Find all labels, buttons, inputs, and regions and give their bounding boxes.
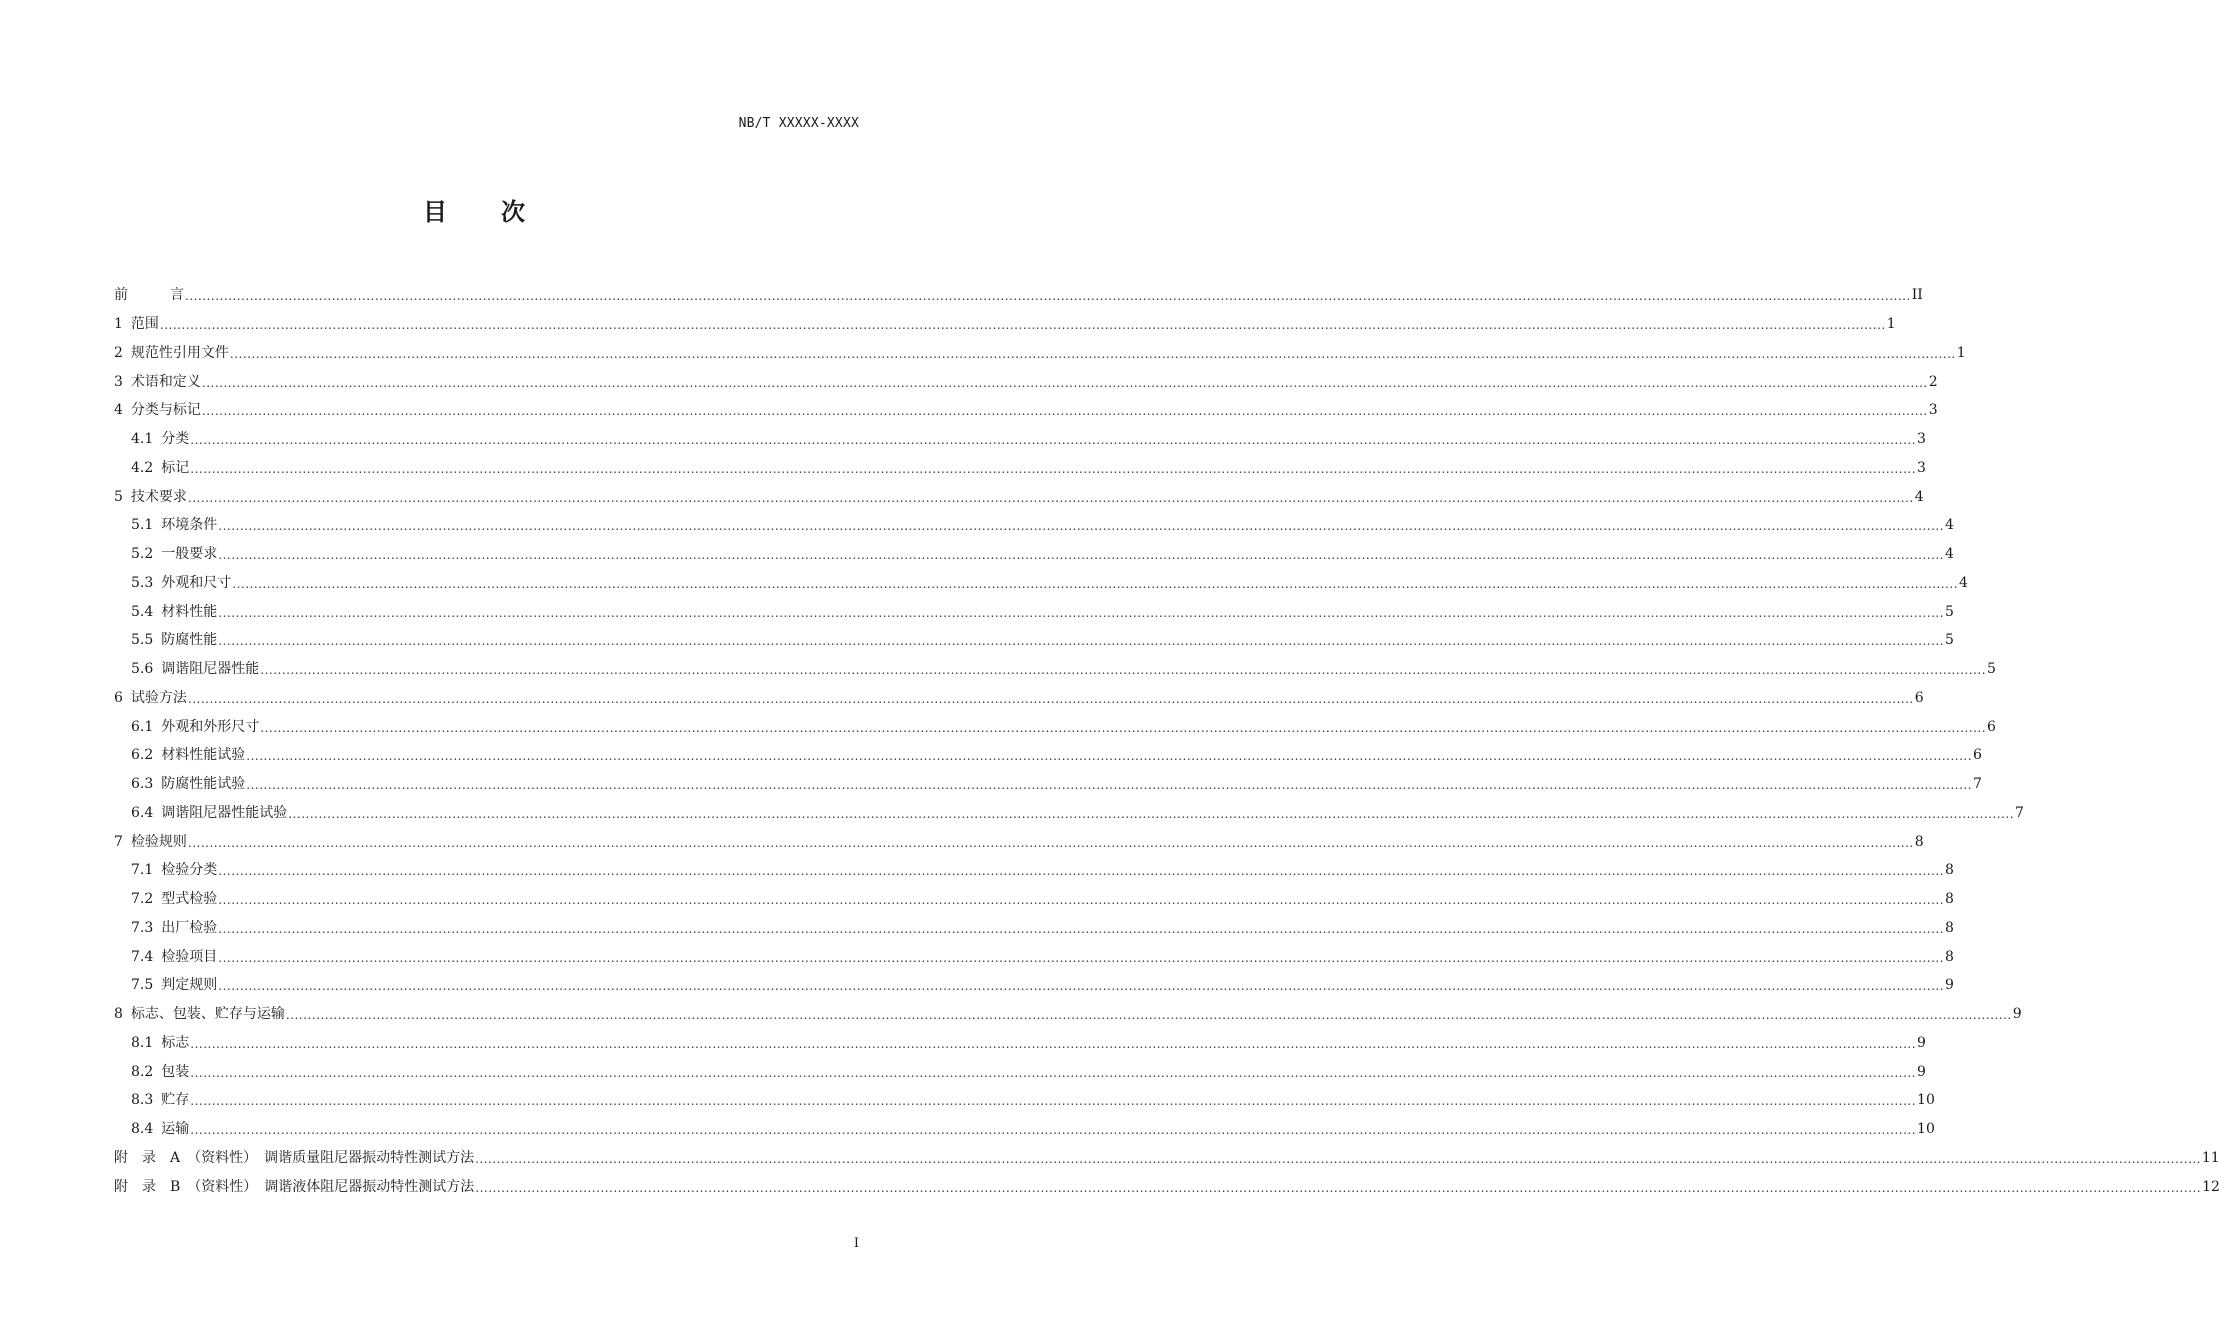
toc-entry-label: 外观和尺寸 bbox=[161, 574, 232, 591]
toc-entry-title bbox=[114, 315, 159, 333]
toc-entry-page: 1 bbox=[1956, 344, 1966, 361]
toc-entry[interactable] bbox=[114, 482, 1924, 511]
dot-leader: ................................................................................................................................................................................................................................................................................................................................................................................................................ bbox=[260, 663, 1987, 678]
toc-entry-label: 型式检验 bbox=[161, 891, 218, 908]
toc-entry-title bbox=[131, 804, 287, 822]
toc-entry-label: 分类与标记 bbox=[130, 402, 201, 419]
toc-entry[interactable] bbox=[114, 367, 1938, 396]
toc-entry-label: 一般要求 bbox=[161, 546, 218, 563]
toc-entry-number: 2 bbox=[114, 344, 123, 361]
toc-entry-title bbox=[131, 516, 217, 534]
dot-leader: ................................................................................................................................................................................................................................................................................................................................................................................................................ bbox=[190, 1094, 1917, 1109]
toc-entry[interactable] bbox=[114, 1144, 2220, 1173]
dot-leader: ................................................................................................................................................................................................................................................................................................................................................................................................................ bbox=[246, 778, 1973, 793]
toc-entry-label: 范围 bbox=[130, 316, 159, 333]
dot-leader: ................................................................................................................................................................................................................................................................................................................................................................................................................ bbox=[218, 519, 1945, 534]
dot-leader: ................................................................................................................................................................................................................................................................................................................................................................................................................ bbox=[218, 950, 1945, 965]
toc-entry[interactable] bbox=[114, 1086, 1935, 1115]
toc-entry-number: 7.2 bbox=[131, 891, 154, 908]
toc-entry-title bbox=[131, 861, 217, 879]
toc-entry[interactable] bbox=[114, 511, 1954, 540]
toc-entry[interactable] bbox=[114, 626, 1954, 655]
toc-entry-label: 外观和外形尺寸 bbox=[161, 718, 260, 735]
toc-entry-number: 5.4 bbox=[131, 603, 154, 620]
toc-entry-label: 出厂检验 bbox=[161, 919, 218, 936]
toc-entry-label: 分类 bbox=[161, 431, 190, 448]
dot-leader: ................................................................................................................................................................................................................................................................................................................................................................................................................ bbox=[190, 1123, 1917, 1138]
toc-entry-page: 3 bbox=[1917, 431, 1926, 448]
toc-entry[interactable] bbox=[114, 1172, 2220, 1201]
toc-entry-number: 8 bbox=[114, 1006, 123, 1023]
dot-leader: ................................................................................................................................................................................................................................................................................................................................................................................................................ bbox=[218, 893, 1945, 908]
dot-leader: ................................................................................................................................................................................................................................................................................................................................................................................................................ bbox=[232, 576, 1959, 591]
toc-entry-number: 5.5 bbox=[131, 632, 154, 649]
toc-entry-label: 检验项目 bbox=[161, 948, 218, 965]
toc-entry-number: 3 bbox=[114, 373, 123, 390]
toc-entry-page: 8 bbox=[1945, 948, 1954, 965]
dot-leader: ................................................................................................................................................................................................................................................................................................................................................................................................................ bbox=[218, 921, 1945, 936]
dot-leader: ................................................................................................................................................................................................................................................................................................................................................................................................................ bbox=[159, 318, 1886, 333]
toc-entry-label: 包装 bbox=[161, 1063, 190, 1080]
dot-leader: ................................................................................................................................................................................................................................................................................................................................................................................................................ bbox=[218, 979, 1945, 994]
toc-entry-title bbox=[131, 430, 189, 448]
toc-entry-number: 7.1 bbox=[131, 862, 154, 879]
toc-entry[interactable] bbox=[114, 971, 1954, 1000]
toc-entry-title bbox=[131, 459, 189, 477]
toc-entry-label: 附 录 A （资料性） 调谐质量阻尼器振动特性测试方法 bbox=[114, 1149, 475, 1166]
toc-entry-page: 5 bbox=[1987, 661, 1996, 678]
table-of-contents bbox=[114, 281, 2220, 1201]
toc-entry-page: 4 bbox=[1945, 546, 1954, 563]
toc-entry-title bbox=[131, 660, 259, 678]
toc-entry-label: 试验方法 bbox=[130, 689, 187, 706]
toc-entry-number: 4.1 bbox=[131, 431, 154, 448]
toc-entry-title bbox=[131, 1034, 189, 1052]
dot-leader: ................................................................................................................................................................................................................................................................................................................................................................................................................ bbox=[190, 1036, 1917, 1051]
toc-entry-label: 判定规则 bbox=[161, 977, 218, 994]
toc-entry-page: 7 bbox=[2015, 804, 2024, 821]
toc-entry[interactable] bbox=[114, 569, 1968, 598]
toc-entry-page: 6 bbox=[1987, 718, 1996, 735]
toc-entry-page: 12 bbox=[2202, 1178, 2220, 1195]
toc-entry-title bbox=[114, 689, 187, 707]
toc-entry-page: 8 bbox=[1945, 862, 1954, 879]
toc-entry-number: 5.6 bbox=[131, 661, 154, 678]
dot-leader: ................................................................................................................................................................................................................................................................................................................................................................................................................ bbox=[187, 490, 1914, 505]
dot-leader: ................................................................................................................................................................................................................................................................................................................................................................................................................ bbox=[218, 605, 1945, 620]
toc-entry[interactable] bbox=[114, 281, 1923, 310]
toc-entry[interactable] bbox=[114, 885, 1954, 914]
toc-entry-page: 2 bbox=[1928, 373, 1938, 390]
toc-entry-title bbox=[131, 545, 217, 563]
toc-entry-number: 6.2 bbox=[131, 747, 154, 764]
page-title: 目 次 bbox=[423, 198, 527, 226]
toc-entry-label: 标记 bbox=[161, 459, 190, 476]
toc-entry-page: 5 bbox=[1945, 632, 1954, 649]
toc-entry-page: 10 bbox=[1917, 1121, 1935, 1138]
toc-entry-label: 检验分类 bbox=[161, 862, 218, 879]
toc-entry-page: 4 bbox=[1945, 517, 1954, 534]
toc-entry-label: 调谐阻尼器性能 bbox=[161, 661, 260, 678]
toc-entry-number: 7.3 bbox=[131, 919, 154, 936]
toc-entry-label: 术语和定义 bbox=[130, 373, 201, 390]
dot-leader: ................................................................................................................................................................................................................................................................................................................................................................................................................ bbox=[190, 1065, 1917, 1080]
toc-entry[interactable] bbox=[114, 597, 1954, 626]
toc-entry-title bbox=[114, 1005, 285, 1023]
toc-entry-page: 10 bbox=[1917, 1092, 1935, 1109]
toc-entry-page: 3 bbox=[1928, 402, 1938, 419]
toc-entry-title bbox=[114, 373, 201, 391]
toc-entry-page: 4 bbox=[1914, 488, 1924, 505]
toc-entry-page: 8 bbox=[1914, 833, 1924, 850]
toc-entry-label: 技术要求 bbox=[130, 488, 187, 505]
toc-entry[interactable] bbox=[114, 914, 1954, 943]
toc-entry-label: 前 言 bbox=[114, 287, 184, 304]
dot-leader: ................................................................................................................................................................................................................................................................................................................................................................................................................ bbox=[229, 346, 1956, 361]
toc-entry-number: 8.1 bbox=[131, 1034, 154, 1051]
toc-entry-title bbox=[131, 1063, 189, 1081]
toc-entry-title bbox=[131, 948, 217, 966]
toc-entry[interactable] bbox=[114, 540, 1954, 569]
toc-entry-title bbox=[131, 1120, 189, 1138]
toc-entry[interactable] bbox=[114, 310, 1896, 339]
toc-entry-page: 3 bbox=[1917, 459, 1926, 476]
toc-entry-title bbox=[131, 574, 231, 592]
toc-entry-title bbox=[131, 746, 245, 764]
toc-entry-label: 材料性能 bbox=[161, 603, 218, 620]
toc-entry-label: 材料性能试验 bbox=[161, 747, 246, 764]
toc-entry-title bbox=[114, 401, 201, 419]
toc-entry[interactable] bbox=[114, 1029, 1926, 1058]
toc-entry-page: 6 bbox=[1973, 747, 1982, 764]
toc-entry-page: 9 bbox=[2012, 1006, 2022, 1023]
toc-entry-page: 8 bbox=[1945, 891, 1954, 908]
dot-leader: ................................................................................................................................................................................................................................................................................................................................................................................................................ bbox=[218, 864, 1945, 879]
toc-entry-number: 4.2 bbox=[131, 459, 154, 476]
dot-leader: ................................................................................................................................................................................................................................................................................................................................................................................................................ bbox=[201, 404, 1928, 419]
toc-entry-title bbox=[131, 890, 217, 908]
toc-entry[interactable] bbox=[114, 425, 1926, 454]
toc-entry-number: 5.1 bbox=[131, 517, 154, 534]
toc-entry-page: 9 bbox=[1917, 1063, 1926, 1080]
toc-entry[interactable] bbox=[114, 684, 1924, 713]
toc-entry-number: 7.5 bbox=[131, 977, 154, 994]
toc-entry[interactable] bbox=[114, 1057, 1926, 1086]
toc-entry[interactable] bbox=[114, 827, 1924, 856]
toc-entry-title bbox=[114, 286, 184, 304]
toc-entry-title bbox=[131, 603, 217, 621]
toc-entry-title bbox=[114, 344, 229, 362]
toc-entry-page: 5 bbox=[1945, 603, 1954, 620]
dot-leader: ................................................................................................................................................................................................................................................................................................................................................................................................................ bbox=[260, 720, 1987, 735]
toc-entry[interactable] bbox=[114, 454, 1926, 483]
toc-entry-number: 6.4 bbox=[131, 804, 154, 821]
standard-code: NB/T XXXXX-XXXX bbox=[738, 116, 859, 131]
toc-entry-number: 6.3 bbox=[131, 776, 154, 793]
dot-leader: ................................................................................................................................................................................................................................................................................................................................................................................................................ bbox=[246, 749, 1973, 764]
toc-entry-page: 4 bbox=[1959, 574, 1968, 591]
toc-entry-label: 规范性引用文件 bbox=[130, 344, 229, 361]
toc-entry-number: 6.1 bbox=[131, 718, 154, 735]
toc-entry-title bbox=[114, 1178, 474, 1196]
toc-entry-page: 6 bbox=[1914, 689, 1924, 706]
dot-leader: ................................................................................................................................................................................................................................................................................................................................................................................................................ bbox=[185, 289, 1911, 304]
toc-entry-number: 5 bbox=[114, 488, 123, 505]
toc-entry[interactable] bbox=[114, 770, 1982, 799]
toc-entry-label: 贮存 bbox=[161, 1092, 190, 1109]
toc-entry[interactable] bbox=[114, 1115, 1935, 1144]
dot-leader: ................................................................................................................................................................................................................................................................................................................................................................................................................ bbox=[218, 548, 1945, 563]
toc-entry-number: 1 bbox=[114, 316, 123, 333]
toc-entry-number: 4 bbox=[114, 402, 123, 419]
toc-entry-label: 防腐性能试验 bbox=[161, 776, 246, 793]
toc-entry-number: 8.4 bbox=[131, 1121, 154, 1138]
dot-leader: ................................................................................................................................................................................................................................................................................................................................................................................................................ bbox=[187, 691, 1914, 706]
toc-entry-title bbox=[131, 718, 259, 736]
toc-entry-page: 11 bbox=[2201, 1149, 2220, 1166]
toc-entry-number: 7 bbox=[114, 833, 123, 850]
toc-entry[interactable] bbox=[114, 856, 1954, 885]
dot-leader: ................................................................................................................................................................................................................................................................................................................................................................................................................ bbox=[201, 375, 1928, 390]
toc-entry-number: 5.3 bbox=[131, 574, 154, 591]
toc-entry-number: 6 bbox=[114, 689, 123, 706]
dot-leader: ................................................................................................................................................................................................................................................................................................................................................................................................................ bbox=[475, 1180, 2202, 1195]
dot-leader: ................................................................................................................................................................................................................................................................................................................................................................................................................ bbox=[288, 806, 2015, 821]
dot-leader: ................................................................................................................................................................................................................................................................................................................................................................................................................ bbox=[285, 1008, 2012, 1023]
toc-entry-label: 标志、包装、贮存与运输 bbox=[130, 1006, 285, 1023]
toc-entry-title bbox=[131, 976, 217, 994]
toc-entry-title bbox=[131, 1091, 189, 1109]
toc-entry-label: 运输 bbox=[161, 1121, 190, 1138]
toc-entry-page: 8 bbox=[1945, 919, 1954, 936]
toc-entry-page: 9 bbox=[1945, 977, 1954, 994]
toc-entry-label: 防腐性能 bbox=[161, 632, 218, 649]
toc-entry-title bbox=[131, 775, 245, 793]
toc-entry[interactable] bbox=[114, 1000, 2022, 1029]
dot-leader: ................................................................................................................................................................................................................................................................................................................................................................................................................ bbox=[190, 433, 1917, 448]
toc-entry[interactable] bbox=[114, 655, 1996, 684]
toc-entry-label: 标志 bbox=[161, 1034, 190, 1051]
toc-entry-number: 8.2 bbox=[131, 1063, 154, 1080]
toc-entry-label: 附 录 B （资料性） 调谐液体阻尼器振动特性测试方法 bbox=[114, 1178, 475, 1195]
dot-leader: ................................................................................................................................................................................................................................................................................................................................................................................................................ bbox=[190, 461, 1917, 476]
toc-entry[interactable] bbox=[114, 799, 2024, 828]
toc-entry-title bbox=[114, 1149, 474, 1167]
page-number: I bbox=[853, 1236, 859, 1251]
toc-entry-number: 8.3 bbox=[131, 1092, 154, 1109]
toc-entry-title bbox=[114, 833, 187, 851]
toc-entry[interactable] bbox=[114, 942, 1954, 971]
toc-entry-label: 调谐阻尼器性能试验 bbox=[161, 804, 288, 821]
toc-entry-number: 5.2 bbox=[131, 546, 154, 563]
toc-entry-page: 7 bbox=[1973, 776, 1982, 793]
dot-leader: ................................................................................................................................................................................................................................................................................................................................................................................................................ bbox=[475, 1151, 2201, 1166]
dot-leader: ................................................................................................................................................................................................................................................................................................................................................................................................................ bbox=[187, 835, 1914, 850]
toc-entry-page: 9 bbox=[1917, 1034, 1926, 1051]
toc-entry-title bbox=[131, 919, 217, 937]
toc-entry-number: 7.4 bbox=[131, 948, 154, 965]
toc-entry[interactable] bbox=[114, 396, 1938, 425]
toc-entry-title bbox=[131, 631, 217, 649]
toc-entry[interactable] bbox=[114, 741, 1982, 770]
toc-entry-label: 环境条件 bbox=[161, 517, 218, 534]
toc-entry-page: 1 bbox=[1886, 316, 1896, 333]
toc-entry-page: II bbox=[1911, 287, 1923, 304]
toc-entry-title bbox=[114, 488, 187, 506]
toc-entry-label: 检验规则 bbox=[130, 833, 187, 850]
toc-entry[interactable] bbox=[114, 712, 1996, 741]
dot-leader: ................................................................................................................................................................................................................................................................................................................................................................................................................ bbox=[218, 634, 1945, 649]
toc-entry[interactable] bbox=[114, 339, 1966, 368]
